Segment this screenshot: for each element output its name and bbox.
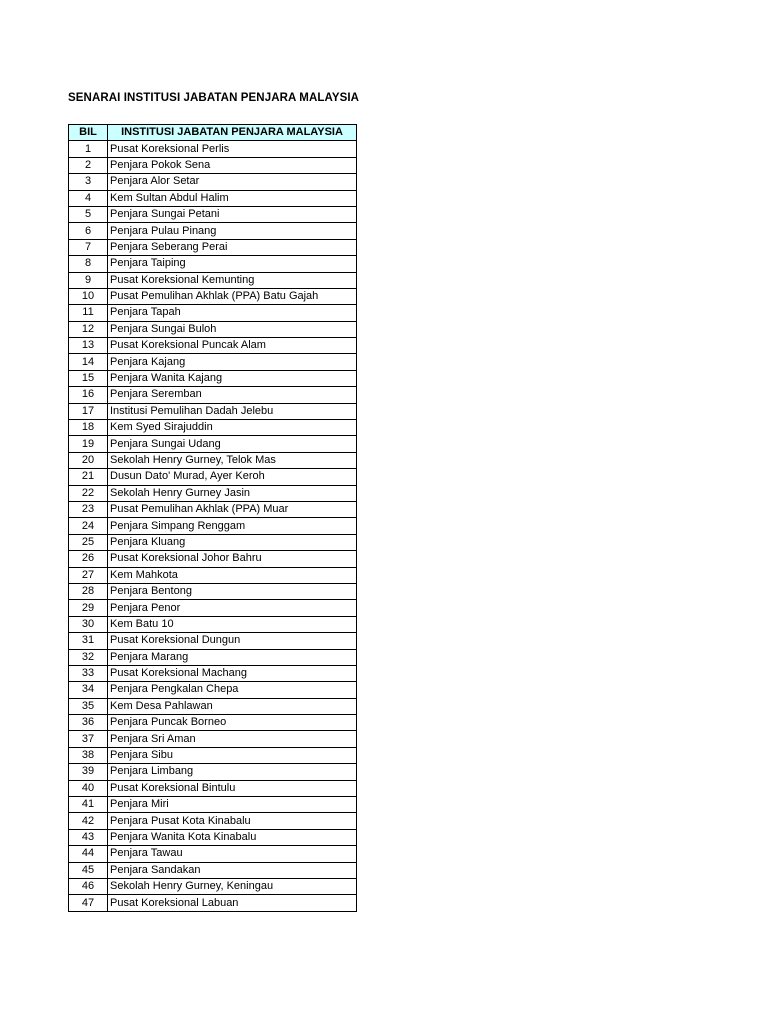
- row-number: 42: [69, 813, 108, 829]
- table-row: [69, 321, 357, 337]
- row-number: 47: [69, 895, 108, 911]
- institution-name: Penjara Seberang Perai: [108, 239, 357, 255]
- row-number: 13: [69, 338, 108, 354]
- row-number: 39: [69, 764, 108, 780]
- row-number: 16: [69, 387, 108, 403]
- institution-name: Pusat Koreksional Dungun: [108, 633, 357, 649]
- table-row: [69, 715, 357, 731]
- institution-name: Institusi Pemulihan Dadah Jelebu: [108, 403, 357, 419]
- institution-name: Pusat Koreksional Kemunting: [108, 272, 357, 288]
- row-number: 37: [69, 731, 108, 747]
- table-row: [69, 501, 357, 517]
- row-number: 41: [69, 797, 108, 813]
- row-number: 4: [69, 190, 108, 206]
- institution-name: Penjara Miri: [108, 797, 357, 813]
- row-number: 20: [69, 452, 108, 468]
- institution-name: Penjara Penor: [108, 600, 357, 616]
- table-row: [69, 338, 357, 354]
- table-row: [69, 797, 357, 813]
- table-body: [69, 141, 357, 911]
- row-number: 2: [69, 157, 108, 173]
- row-number: 29: [69, 600, 108, 616]
- table-row: [69, 764, 357, 780]
- institution-name: Pusat Koreksional Machang: [108, 665, 357, 681]
- row-number: 33: [69, 665, 108, 681]
- institution-name: Penjara Sandakan: [108, 862, 357, 878]
- row-number: 31: [69, 633, 108, 649]
- table-row: [69, 534, 357, 550]
- institution-name: Penjara Sibu: [108, 747, 357, 763]
- institution-name: Penjara Tapah: [108, 305, 357, 321]
- institution-name: Penjara Kajang: [108, 354, 357, 370]
- table-row: [69, 174, 357, 190]
- table-row: [69, 157, 357, 173]
- table-row: [69, 862, 357, 878]
- institution-name: Sekolah Henry Gurney, Keningau: [108, 878, 357, 894]
- institution-name: Penjara Wanita Kota Kinabalu: [108, 829, 357, 845]
- row-number: 23: [69, 501, 108, 517]
- table-row: [69, 583, 357, 599]
- table-row: [69, 600, 357, 616]
- institution-name: Kem Batu 10: [108, 616, 357, 632]
- table-row: [69, 206, 357, 222]
- institution-name: Penjara Pulau Pinang: [108, 223, 357, 239]
- header-row: [69, 125, 357, 141]
- row-number: 35: [69, 698, 108, 714]
- table-row: [69, 747, 357, 763]
- table-row: [69, 256, 357, 272]
- table-row: [69, 190, 357, 206]
- institution-name: Penjara Pokok Sena: [108, 157, 357, 173]
- table-row: [69, 223, 357, 239]
- table-row: [69, 682, 357, 698]
- institution-name: Pusat Koreksional Johor Bahru: [108, 551, 357, 567]
- institution-name: Pusat Pemulihan Akhlak (PPA) Muar: [108, 501, 357, 517]
- row-number: 10: [69, 288, 108, 304]
- row-number: 21: [69, 469, 108, 485]
- table-row: [69, 403, 357, 419]
- table-row: [69, 436, 357, 452]
- table-row: [69, 731, 357, 747]
- table-row: [69, 813, 357, 829]
- institution-name: Sekolah Henry Gurney Jasin: [108, 485, 357, 501]
- table-row: [69, 485, 357, 501]
- institution-name: Kem Mahkota: [108, 567, 357, 583]
- institution-name: Penjara Sungai Udang: [108, 436, 357, 452]
- institution-name: Dusun Dato' Murad, Ayer Keroh: [108, 469, 357, 485]
- row-number: 24: [69, 518, 108, 534]
- row-number: 19: [69, 436, 108, 452]
- row-number: 3: [69, 174, 108, 190]
- row-number: 17: [69, 403, 108, 419]
- institution-name: Penjara Taiping: [108, 256, 357, 272]
- institution-name: Penjara Kluang: [108, 534, 357, 550]
- row-number: 15: [69, 370, 108, 386]
- institution-name: Penjara Puncak Borneo: [108, 715, 357, 731]
- row-number: 14: [69, 354, 108, 370]
- institution-name: Penjara Wanita Kajang: [108, 370, 357, 386]
- row-number: 30: [69, 616, 108, 632]
- institution-name: Sekolah Henry Gurney, Telok Mas: [108, 452, 357, 468]
- header-institution: INSTITUSI JABATAN PENJARA MALAYSIA: [108, 125, 357, 141]
- table-row: [69, 698, 357, 714]
- document-title: SENARAI INSTITUSI JABATAN PENJARA MALAYSIA: [68, 92, 360, 104]
- table-row: [69, 518, 357, 534]
- table-row: [69, 387, 357, 403]
- table-row: [69, 846, 357, 862]
- row-number: 26: [69, 551, 108, 567]
- institution-name: Pusat Koreksional Bintulu: [108, 780, 357, 796]
- row-number: 36: [69, 715, 108, 731]
- table-row: [69, 616, 357, 632]
- institution-name: Penjara Seremban: [108, 387, 357, 403]
- institution-name: Pusat Pemulihan Akhlak (PPA) Batu Gajah: [108, 288, 357, 304]
- institution-name: Penjara Sungai Petani: [108, 206, 357, 222]
- row-number: 38: [69, 747, 108, 763]
- header-bil: BIL: [69, 125, 108, 141]
- institution-name: Kem Syed Sirajuddin: [108, 420, 357, 436]
- institution-name: Penjara Alor Setar: [108, 174, 357, 190]
- institution-name: Penjara Pengkalan Chepa: [108, 682, 357, 698]
- table-row: [69, 829, 357, 845]
- table-row: [69, 141, 357, 157]
- table-row: [69, 469, 357, 485]
- row-number: 44: [69, 846, 108, 862]
- table-row: [69, 272, 357, 288]
- institution-name: Penjara Marang: [108, 649, 357, 665]
- table-row: [69, 420, 357, 436]
- row-number: 45: [69, 862, 108, 878]
- table-row: [69, 665, 357, 681]
- institution-name: Pusat Koreksional Labuan: [108, 895, 357, 911]
- institution-name: Kem Desa Pahlawan: [108, 698, 357, 714]
- row-number: 40: [69, 780, 108, 796]
- table-row: [69, 370, 357, 386]
- institution-name: Penjara Simpang Renggam: [108, 518, 357, 534]
- institution-name: Pusat Koreksional Perlis: [108, 141, 357, 157]
- institution-name: Penjara Sungai Buloh: [108, 321, 357, 337]
- row-number: 5: [69, 206, 108, 222]
- row-number: 27: [69, 567, 108, 583]
- table-row: [69, 288, 357, 304]
- table-row: [69, 649, 357, 665]
- row-number: 7: [69, 239, 108, 255]
- row-number: 18: [69, 420, 108, 436]
- row-number: 9: [69, 272, 108, 288]
- institution-name: Penjara Tawau: [108, 846, 357, 862]
- row-number: 32: [69, 649, 108, 665]
- row-number: 1: [69, 141, 108, 157]
- institution-table: [68, 124, 357, 912]
- table-row: [69, 354, 357, 370]
- row-number: 6: [69, 223, 108, 239]
- table-row: [69, 305, 357, 321]
- table-row: [69, 452, 357, 468]
- row-number: 46: [69, 878, 108, 894]
- institution-name: Penjara Bentong: [108, 583, 357, 599]
- row-number: 28: [69, 583, 108, 599]
- table-row: [69, 239, 357, 255]
- table-row: [69, 567, 357, 583]
- table-row: [69, 895, 357, 911]
- row-number: 25: [69, 534, 108, 550]
- row-number: 11: [69, 305, 108, 321]
- row-number: 22: [69, 485, 108, 501]
- table-header: [69, 125, 357, 141]
- institution-name: Penjara Limbang: [108, 764, 357, 780]
- institution-name: Penjara Pusat Kota Kinabalu: [108, 813, 357, 829]
- institution-name: Pusat Koreksional Puncak Alam: [108, 338, 357, 354]
- row-number: 43: [69, 829, 108, 845]
- row-number: 34: [69, 682, 108, 698]
- table-row: [69, 633, 357, 649]
- table-row: [69, 878, 357, 894]
- institution-name: Penjara Sri Aman: [108, 731, 357, 747]
- table-row: [69, 780, 357, 796]
- institution-name: Kem Sultan Abdul Halim: [108, 190, 357, 206]
- row-number: 12: [69, 321, 108, 337]
- row-number: 8: [69, 256, 108, 272]
- table-row: [69, 551, 357, 567]
